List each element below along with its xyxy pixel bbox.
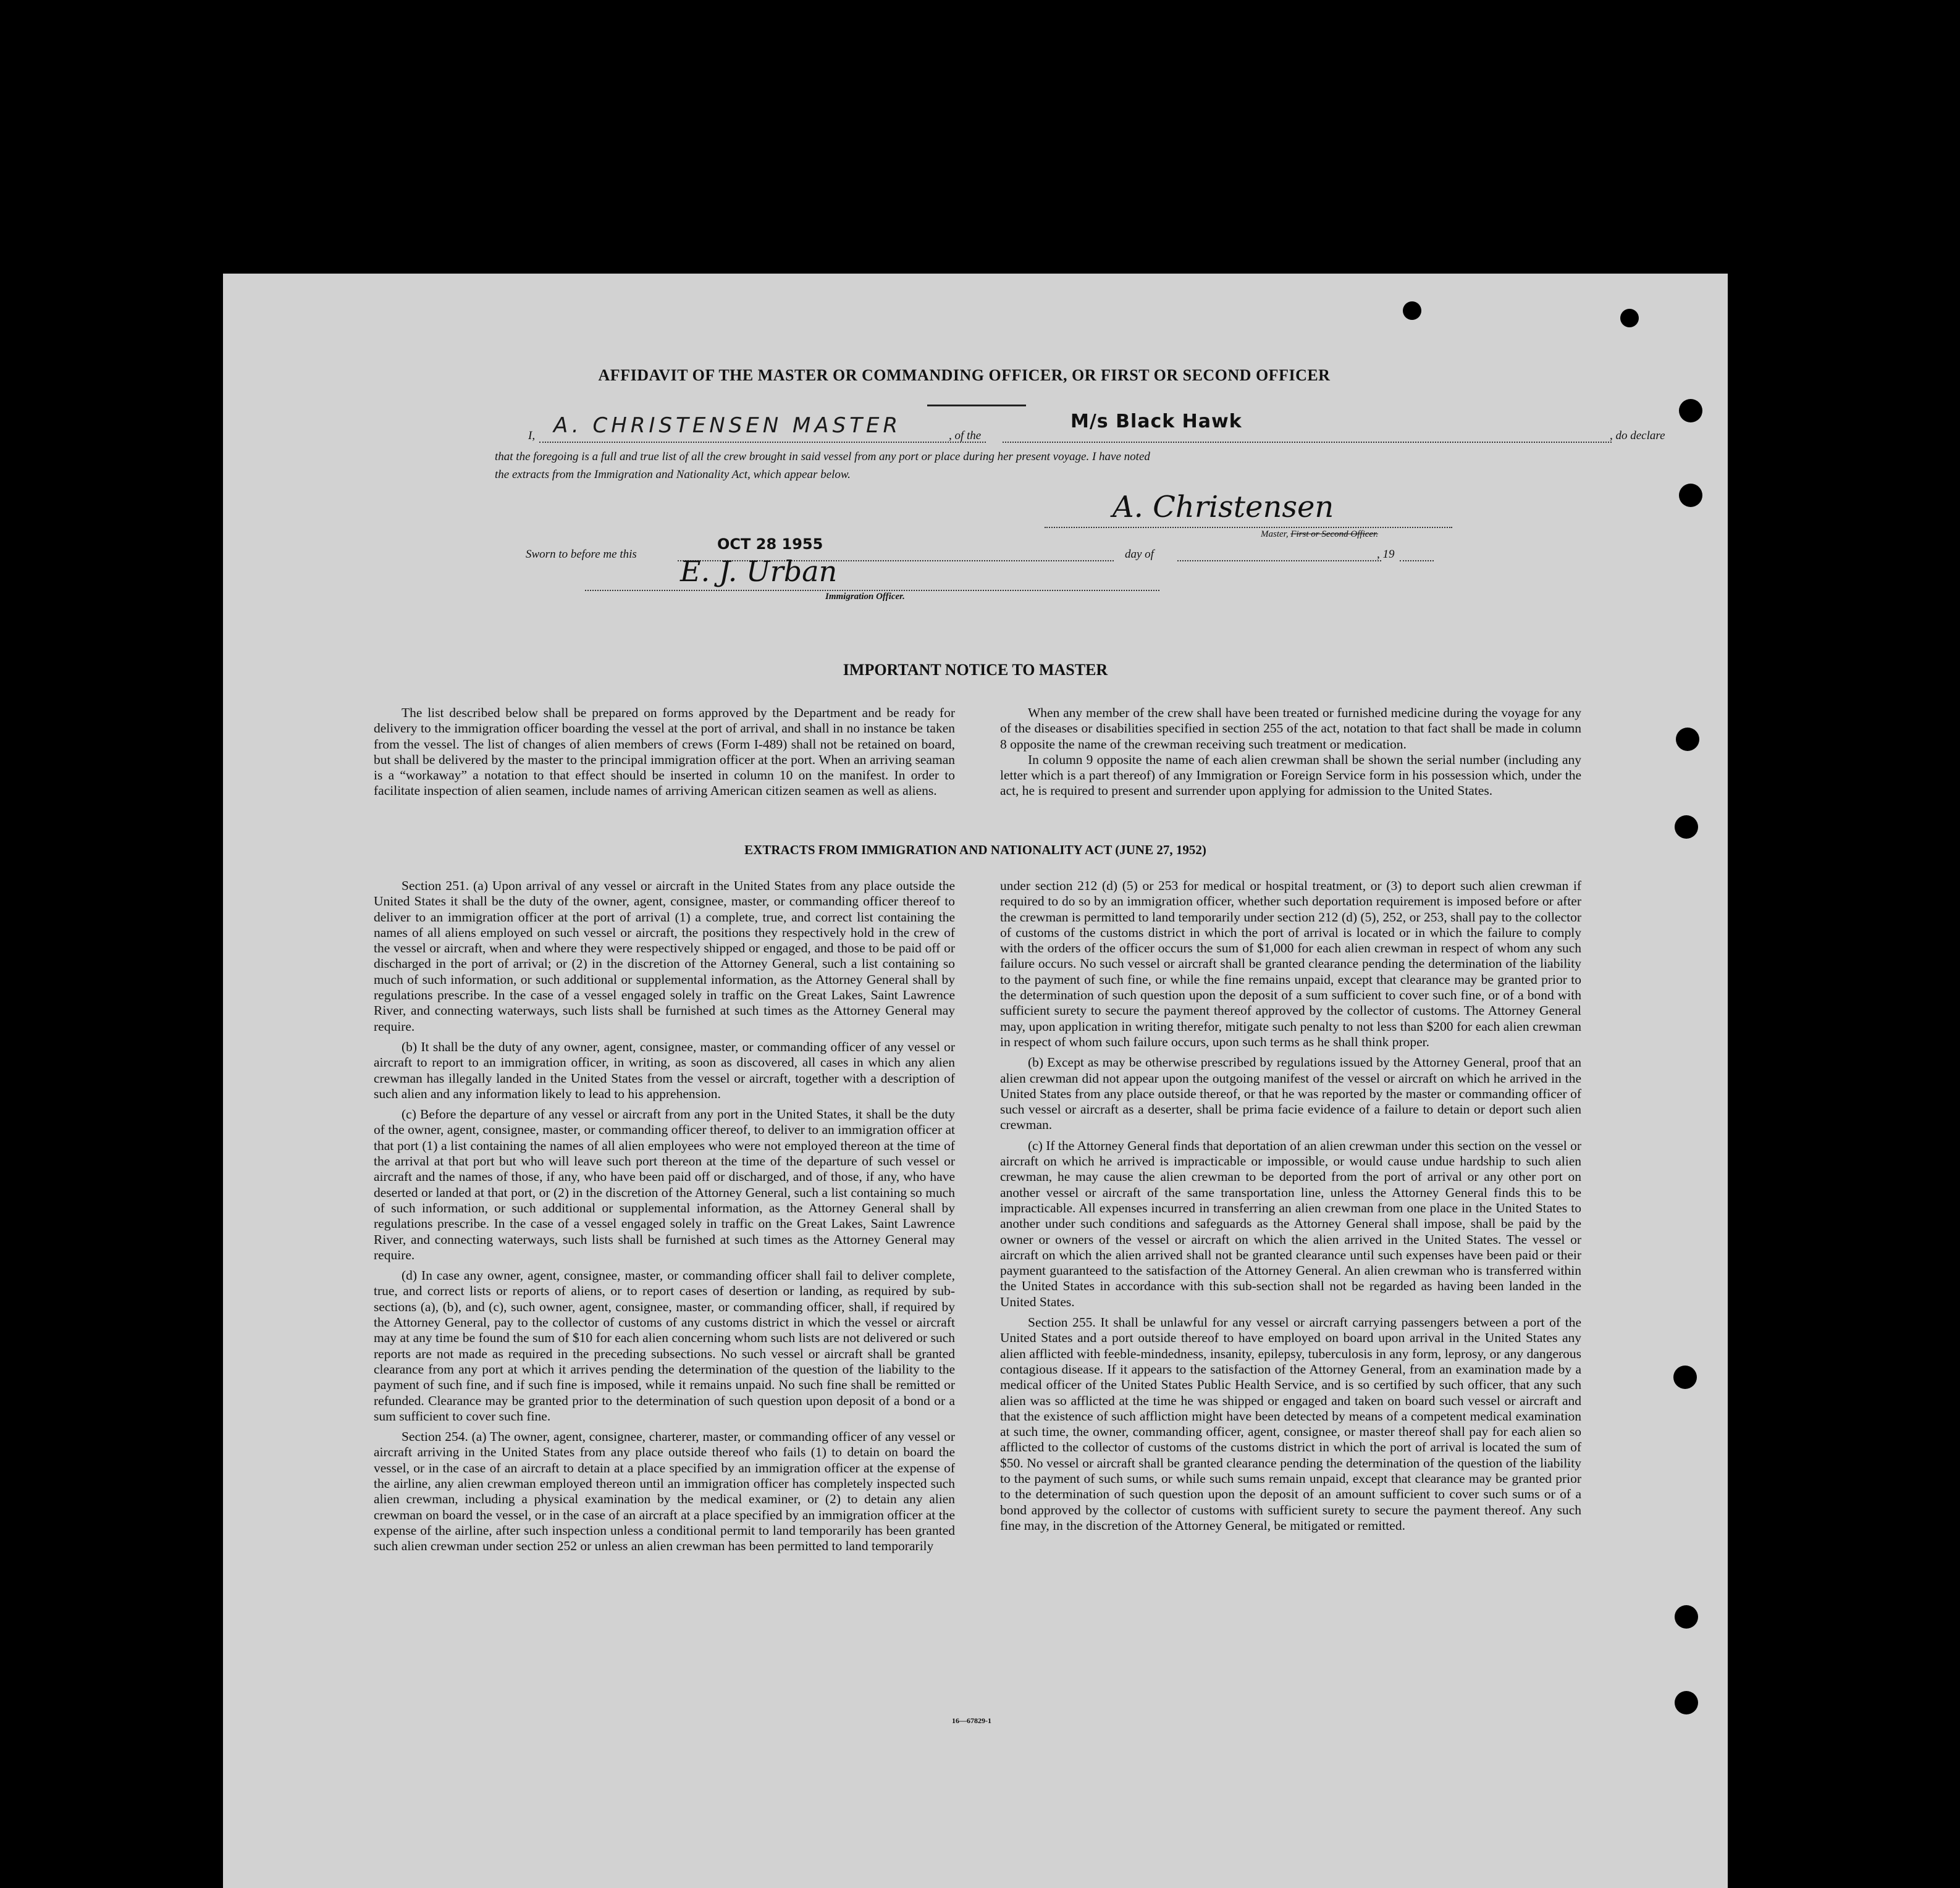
document-page bbox=[223, 274, 1728, 1888]
extract-right-paragraph: under section 212 (d) (5) or 253 for medical or hospital treatment, or (3) to deport such alien crewman if required to do so by an immigration officer, whether such deportation requirement is imposed before or after the crewman is permitted to land temporarily under section 212 (d) (5), 252, or 253, shall pay to the collector of customs of the customs district in which the port of arrival is located or in which the failure to comply with the orders of the officer occurs the sum of $1,000 for each alien crewman in respect of whom any such failure occurs. No such vessel or aircraft shall be granted clearance pending the determination of the liability to the payment of such fine, or while the fine remains unpaid, except that clearance may be granted prior to the determination of such question upon the deposit of a sum sufficient to cover such fine, or of a bond with sufficient surety to secure the payment thereof approved by the collector of customs. The Attorney General may, upon application in writing therefor, mitigate such penalty to not less than $200 for each alien crewman in respect of whom such failure occurs, upon such terms as he shall think proper. bbox=[1000, 878, 1581, 1049]
punch-hole bbox=[1676, 728, 1699, 751]
affidavit-title: AFFIDAVIT OF THE MASTER OR COMMANDING OFFICER, OR FIRST OR SECOND OFFICER bbox=[598, 366, 1331, 384]
sworn-label: Sworn to before me this bbox=[526, 548, 637, 561]
vessel-typed: M/s Black Hawk bbox=[1070, 411, 1242, 432]
vessel-line bbox=[1003, 442, 1612, 443]
do-declare-label: , do declare bbox=[1610, 429, 1665, 442]
punch-hole bbox=[1675, 1691, 1698, 1714]
officer-caption: Immigration Officer. bbox=[825, 592, 905, 602]
title-rule bbox=[927, 405, 1026, 406]
master-signature: A. Christensen bbox=[1112, 490, 1334, 524]
sworn-month-line bbox=[1177, 560, 1381, 561]
notice-right-paragraph-1: When any member of the crew shall have been treated or furnished medicine during the voyage for any of the diseases or disabilities specified in section 255 of the act, notation to that fact shall be made in column 8 opposite the name of the crewman receiving such treatment or medication. bbox=[1000, 705, 1581, 752]
sworn-year-line bbox=[1400, 560, 1434, 561]
notice-right-paragraph-2: In column 9 opposite the name of each alien crewman shall be shown the serial number (including any letter which is a part thereof) of any Immigration or Foreign Service form in his possession which, under the act, he is required to present and surrender upon applying for admission to the United States. bbox=[1000, 752, 1581, 799]
day-of-label: day of bbox=[1125, 548, 1154, 561]
notice-left-column bbox=[374, 705, 955, 799]
punch-hole bbox=[1679, 484, 1702, 507]
officer-signature-line bbox=[585, 590, 1159, 591]
master-caption-struck: First or Second Officer. bbox=[1290, 529, 1378, 539]
extract-left-paragraph: Section 251. (a) Upon arrival of any vessel or aircraft in the United States from any place outside the United States it shall be the duty of the owner, agent, consignee, master, or commanding officer thereof to deliver to an immigration officer at the port of arrival (1) a complete, true, and correct list containing the names of all aliens employed on such vessel or aircraft, the positions they respectively hold in the crew of the vessel or aircraft, when and where they were respectively shipped or engaged, and those to be paid off or discharged in the port of arrival; or (2) in the discretion of the Attorney General, such a list containing so much of such information, or such additional or supplemental information, as the Attorney General shall by regulations prescribe. In the case of a vessel engaged solely in traffic on the Great Lakes, Saint Lawrence River, and connecting waterways, such lists shall be furnished at such times as the Attorney General may require. bbox=[374, 878, 955, 1034]
master-caption-text: Master, bbox=[1261, 529, 1291, 539]
extract-left-paragraph: (c) Before the departure of any vessel or aircraft from any port in the United States, it shall be the duty of the owner, agent, consignee, master, or commanding officer thereof, to deliver to an immigration officer at that port (1) a list containing the names of all alien employees who were not employed thereon at the time of the arrival at that port but who will leave such port thereon at the time of the departure of such vessel or aircraft and the names of those, if any, who have been paid off or discharged, and of those, if any, who have deserted or landed at that port, or (2) in the discretion of the Attorney General, such a list containing so much of such information, or such additional or supplemental information, as the Attorney General shall by regulations prescribe. In the case of a vessel engaged solely in traffic on the Great Lakes, Saint Lawrence River, and connecting waterways, such lists shall be furnished at such times as the Attorney General may require. bbox=[374, 1107, 955, 1262]
punch-hole bbox=[1679, 399, 1702, 422]
extracts-left-column bbox=[374, 878, 955, 1559]
master-signature-line bbox=[1045, 527, 1452, 528]
extract-right-paragraph: (b) Except as may be otherwise prescribed by regulations issued by the Attorney General, proof that an alien crewman did not appear upon the outgoing manifest of the vessel or aircraft on which he arrived in the United States from any place outside thereof, or that he was reported by the master or commanding officer of such vessel or aircraft as a deserter, shall be prima facie evidence of a failure to detain or deport such alien crewman. bbox=[1000, 1055, 1581, 1133]
punch-hole bbox=[1675, 815, 1698, 839]
extract-right-paragraph: Section 255. It shall be unlawful for any vessel or aircraft carrying passengers between a port of the United States and a port outside thereof to have employed on board upon arrival in the United States any alien afflicted with feeble-mindedness, insanity, epilepsy, tuberculosis in any form, leprosy, or any dangerous contagious disease. If it appears to the satisfaction of the Attorney General, from an examination made by a medical officer of the United States Public Health Service, and is so certified by such officer, that any such alien was so afflicted at the time he was shipped or engaged and taken on board such vessel or aircraft and that the existence of such affliction might have been detected by means of a competent medical examination at such time, the owner, commanding officer, agent, consignee, or master thereof shall pay for each alien so afflicted to the collector of customs of the customs district in which the port of arrival is located the sum of $50. No vessel or aircraft shall be granted clearance pending the determination of the question of the liability to the payment of such sums, or while such sums remain unpaid, except that clearance may be granted prior to the determination of such question upon the deposit of an amount sufficient to cover such sums or of a bond approved by the collector of customs with sufficient surety to secure the payment thereof. Any such fine may, in the discretion of the Attorney General, be mitigated or remitted. bbox=[1000, 1315, 1581, 1533]
notice-left-paragraph: The list described below shall be prepared on forms approved by the Department and be ready for delivery to the immigration officer boarding the vessel at the port of arrival, and shall in no instance be taken from the vessel. The list of changes of alien members of crews (Form I-489) shall not be retained on board, but shall be delivered by the master to the principal immigration officer at the port. When an arriving seaman is a “workaway” a notation to that effect should be inserted in column 10 on the manifest. In order to facilitate inspection of alien seamen, include names of arriving American citizen seamen as well as aliens. bbox=[374, 705, 955, 799]
extract-left-paragraph: (b) It shall be the duty of any owner, agent, consignee, master, or commanding officer of any vessel or aircraft to report to an immigration officer, in writing, as soon as discovered, all cases in which any alien crewman has illegally landed in the United States from the vessel or aircraft, together with a description of such alien and any information likely to lead to his apprehension. bbox=[374, 1039, 955, 1101]
extracts-right-column bbox=[1000, 878, 1581, 1538]
extract-left-paragraph: (d) In case any owner, agent, consignee, master, or commanding officer shall fail to deliver complete, true, and correct lists or reports of aliens, or to report cases of desertion or landing, as required by sub-sections (a), (b), and (c), such owner, agent, consignee, master, or commanding officer, shall, if required by the Attorney General, pay to the collector of customs of any customs district in which the vessel or aircraft may at any time be found the sum of $10 for each alien concerning whom such lists are not delivered or such reports are not made as required in the preceding subsections. No such vessel or aircraft shall be granted clearance from any port at which it arrives pending the determination of the question of the liability to the payment of such fine, and if such fine is imposed, while it remains unpaid. No such fine shall be remitted or refunded. Clearance may be granted prior to the determination of such question upon deposit of a bond or a sum sufficient to cover such fine. bbox=[374, 1268, 955, 1424]
punch-hole bbox=[1403, 301, 1421, 320]
i-label: I, bbox=[528, 429, 536, 442]
declarant-line bbox=[539, 442, 986, 443]
notice-title: IMPORTANT NOTICE TO MASTER bbox=[843, 661, 1108, 679]
master-caption bbox=[1261, 529, 1378, 540]
punch-hole bbox=[1673, 1366, 1697, 1389]
officer-signature: E. J. Urban bbox=[680, 555, 838, 588]
extract-right-paragraph: (c) If the Attorney General finds that deportation of an alien crewman under this section on the vessel or aircraft on which he arrived is impracticable or impossible, or would cause undue hardship to such alien crewman, he may cause the alien crewman to be deported from the port of arrival or any other port on another vessel or aircraft of the same transportation line, unless the Attorney General finds this to be impracticable. All expenses incurred in transferring an alien crewman from one place in the United States to another under such conditions and safeguards as the Attorney General shall impose, shall be paid by the owner or owners of the vessel or aircraft on which the alien arrived in the United States. The vessel or aircraft on which the alien arrived shall not be granted clearance until such expenses have been paid or their payment guaranteed to the satisfaction of the Attorney General. An alien crewman who is transferred within the United States in accordance with this sub-section shall not be regarded as having been landed in the United States. bbox=[1000, 1138, 1581, 1309]
sworn-date-stamp: OCT 28 1955 bbox=[717, 535, 823, 553]
extract-left-paragraph: Section 254. (a) The owner, agent, consignee, charterer, master, or commanding officer of any vessel or aircraft arriving in the United States from any place outside thereof who fails (1) to detain on board the vessel, or in the case of an aircraft to detain at a place specified by an immigration officer at the expense of the airline, any alien crewman employed thereon until an immigration officer has completely inspected such alien crewman, including a physical examination by the medical examiner, or (2) to detain any alien crewman on board the vessel, or in the case of an aircraft at a place specified by an immigration officer at the expense of the airline, after such inspection unless a conditional permit to land temporarily has been granted such alien crewman under section 252 or unless an alien crewman has been permitted to land temporarily bbox=[374, 1429, 955, 1554]
form-number: 16—67829-1 bbox=[952, 1716, 991, 1725]
punch-hole bbox=[1620, 309, 1639, 327]
year-label: , 19 bbox=[1377, 548, 1395, 561]
notice-right-column bbox=[1000, 705, 1581, 799]
punch-hole bbox=[1675, 1605, 1698, 1629]
of-the-label: , of the bbox=[949, 429, 982, 442]
declarant-handwritten: A. CHRISTENSEN MASTER bbox=[553, 413, 902, 438]
extracts-title: EXTRACTS FROM IMMIGRATION AND NATIONALITY ACT (JUNE 27, 1952) bbox=[744, 842, 1206, 857]
statement-line-1: that the foregoing is a full and true list of all the crew brought in said vessel from any port or place during her present voyage. I have noted bbox=[495, 450, 1150, 463]
statement-line-2: the extracts from the Immigration and Nationality Act, which appear below. bbox=[495, 468, 851, 481]
